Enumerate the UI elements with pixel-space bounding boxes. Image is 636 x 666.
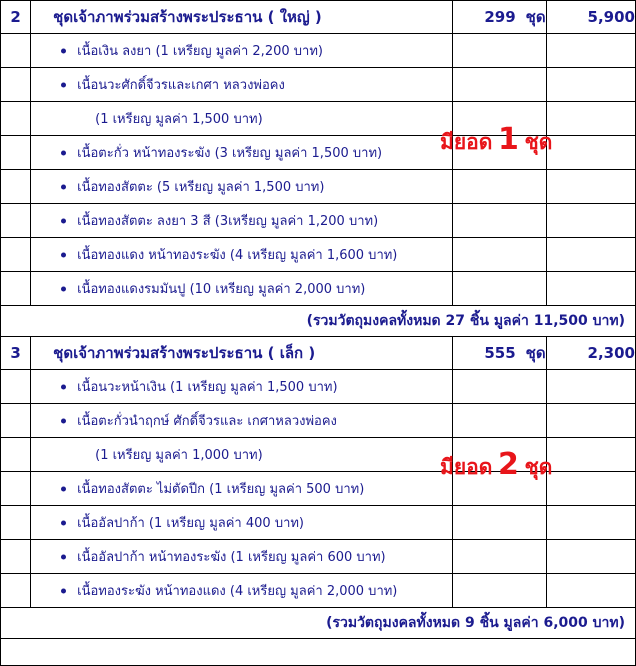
row-summary: (รวมวัตถุมงคลทั้งหมด 9 ชิ้น มูลค่า 6,000 บาท) [1,608,636,639]
row-price: 5,900 [546,1,635,34]
spacer-cell [546,370,635,404]
item-label: เนื้อตะกั่ว หน้าทองระฆัง (3 เหรียญ มูลค่า 1,500 บาท) [77,146,383,161]
item-text-cell [31,136,453,170]
row-quantity [453,1,546,34]
list-item [1,540,636,574]
spacer-cell [453,540,546,574]
item-label: (1 เหรียญ มูลค่า 1,500 บาท) [95,112,263,127]
spacer-cell [453,238,546,272]
row-price: 2,300 [546,337,635,370]
item-text-cell [31,102,453,136]
item-label: เนื้อนวะศักดิ์จีวรและเกศา หลวงพ่อคง [77,78,285,93]
row-title: ชุดเจ้าภาพร่วมสร้างพระประธาน ( ใหญ่ ) [31,1,453,34]
list-item [1,404,636,438]
spacer-cell [1,204,31,238]
bullet-icon [61,184,66,189]
spacer-cell [453,574,546,608]
row-summary: (รวมวัตถุมงคลทั้งหมด 27 ชิ้น มูลค่า 11,500 บาท) [1,306,636,337]
bullet-icon [61,418,66,423]
item-label: เนื้อทองสัตตะ (5 เหรียญ มูลค่า 1,500 บาท) [77,180,325,195]
item-label: เนื้ออัลปาก้า (1 เหรียญ มูลค่า 400 บาท) [77,516,305,531]
item-text-cell [31,68,453,102]
item-text-cell [31,170,453,204]
item-text-cell [31,540,453,574]
table-row [1,1,636,34]
stamp-prefix: มียอด [440,130,493,154]
bullet-icon [61,218,66,223]
spacer-cell [1,540,31,574]
spacer-cell [546,34,635,68]
spacer-cell [1,136,31,170]
bullet-icon [61,48,66,53]
list-item [1,238,636,272]
item-label: เนื้อทองระฆัง หน้าทองแดง (4 เหรียญ มูลค่า 2,000 บาท) [77,584,398,599]
spacer-cell [1,574,31,608]
stamp-count: 1 [497,122,519,157]
stamp-count: 2 [497,447,519,482]
bullet-icon [61,252,66,257]
list-item [1,34,636,68]
spacer-cell [453,404,546,438]
spacer-cell [1,370,31,404]
bullet-icon [61,554,66,559]
item-label: เนื้อทองสัตตะ ลงยา 3 สี (3เหรียญ มูลค่า 1,200 บาท) [77,214,379,229]
item-text-cell [31,574,453,608]
spacer-cell [546,272,635,306]
item-text-cell [31,204,453,238]
bullet-icon [61,588,66,593]
bullet-icon [61,486,66,491]
bullet-icon [61,82,66,87]
spacer-cell [546,438,635,472]
spacer-cell [1,238,31,272]
table-row [1,608,636,639]
list-item [1,272,636,306]
item-label: เนื้อเงิน ลงยา (1 เหรียญ มูลค่า 2,200 บาท) [77,44,323,59]
spacer-cell [546,574,635,608]
status-badge-block-2 [440,122,552,159]
spacer-cell [546,170,635,204]
spacer-cell [1,472,31,506]
spacer-cell [1,506,31,540]
bullet-icon [61,286,66,291]
status-badge-block-3 [440,447,552,484]
spacer-cell [1,170,31,204]
table-row [1,337,636,370]
table-row [1,306,636,337]
spacer-cell [546,136,635,170]
spacer-cell [546,204,635,238]
spacer-cell [453,370,546,404]
spacer-cell [546,68,635,102]
spacer-cell [546,404,635,438]
spacer-cell [546,238,635,272]
item-label: เนื้อทองแดงรมมันปู (10 เหรียญ มูลค่า 2,000 บาท) [77,282,366,297]
list-item [1,68,636,102]
spacer-cell [453,170,546,204]
spacer-cell [453,272,546,306]
item-text-cell [31,34,453,68]
spacer-cell [546,506,635,540]
row-title: ชุดเจ้าภาพร่วมสร้างพระประธาน ( เล็ก ) [31,337,453,370]
list-item [1,370,636,404]
list-item [1,574,636,608]
item-text-cell [31,472,453,506]
bullet-icon [61,150,66,155]
table-row-blank [1,639,636,666]
spacer-cell [1,639,636,666]
spacer-cell [1,438,31,472]
item-label: เนื้อนวะหน้าเงิน (1 เหรียญ มูลค่า 1,500 บาท) [77,380,338,395]
spacer-cell [1,34,31,68]
row-quantity-unit: ชุด [525,344,546,362]
spacer-cell [1,68,31,102]
spacer-cell [453,506,546,540]
bullet-icon [61,520,66,525]
row-number: 2 [1,1,31,34]
bullet-icon [61,384,66,389]
spacer-cell [1,272,31,306]
spacer-cell [453,68,546,102]
row-quantity-unit: ชุด [525,8,546,26]
item-text-cell [31,404,453,438]
item-label: (1 เหรียญ มูลค่า 1,000 บาท) [95,448,263,463]
stamp-prefix: มียอด [440,455,493,479]
row-quantity-number: 299 [484,8,516,26]
item-label: เนื้ออัลปาก้า หน้าทองระฆัง (1 เหรียญ มูลค่า 600 บาท) [77,550,386,565]
item-text-cell [31,370,453,404]
item-text-cell [31,238,453,272]
item-label: เนื้อทองแดง หน้าทองระฆัง (4 เหรียญ มูลค่า 1,600 บาท) [77,248,398,263]
item-text-cell [31,272,453,306]
item-text-cell [31,438,453,472]
spacer-cell [546,102,635,136]
spacer-cell [1,102,31,136]
item-label: เนื้อตะกั่วนำฤกษ์ ศักดิ์จีวรและ เกศาหลวงพ่อคง [77,414,337,429]
list-item [1,170,636,204]
item-label: เนื้อทองสัตตะ ไม่ตัดปีก (1 เหรียญ มูลค่า 500 บาท) [77,482,365,497]
list-item [1,506,636,540]
stamp-suffix: ชุด [524,130,553,154]
row-quantity-number: 555 [484,344,516,362]
list-item [1,204,636,238]
spacer-cell [1,404,31,438]
row-number: 3 [1,337,31,370]
item-text-cell [31,506,453,540]
row-quantity [453,337,546,370]
spacer-cell [453,204,546,238]
spacer-cell [546,540,635,574]
spacer-cell [546,472,635,506]
stamp-suffix: ชุด [524,455,553,479]
spacer-cell [453,34,546,68]
